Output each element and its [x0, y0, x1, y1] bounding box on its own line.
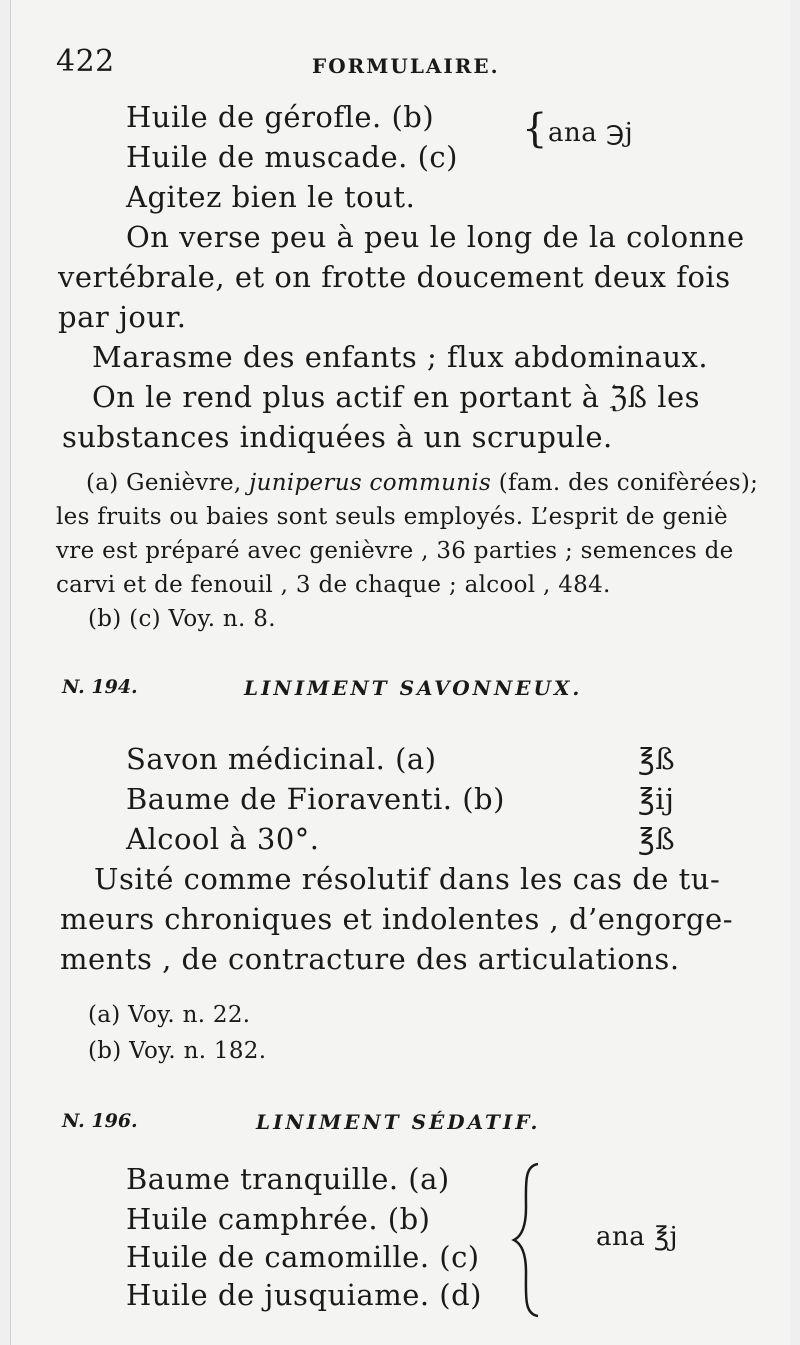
paragraph-line: par jour.: [58, 300, 187, 334]
running-title: FORMULAIRE.: [312, 54, 500, 78]
ingredient-line: Baume de Fioraventi. (b): [126, 782, 505, 816]
section-number: N. 194.: [62, 676, 138, 698]
ingredient-line: Huile de camomille. (c): [126, 1240, 480, 1274]
dose-ana: ana ℈j: [548, 118, 634, 148]
paragraph-line: Agitez bien le tout.: [126, 180, 416, 214]
paragraph-line: Usité comme résolutif dans les cas de tu-: [94, 862, 721, 896]
paragraph-line: substances indiquées à un scrupule.: [62, 420, 613, 454]
ingredient-line: Huile de jusquiame. (d): [126, 1278, 482, 1312]
paragraph-line: On le rend plus actif en portant à ℨß les: [92, 380, 701, 414]
section-title: LINIMENT SÉDATIF.: [256, 1110, 541, 1134]
footnote-line: vre est préparé avec genièvre , 36 parties ; semences de: [56, 538, 734, 564]
ingredient-dose: ℥ß: [638, 742, 676, 776]
paragraph-line: vertébrale, et on frotte doucement deux fois: [58, 260, 731, 294]
footnote-line: (b) Voy. n. 182.: [88, 1038, 267, 1064]
ingredient-line: Huile de gérofle. (b): [126, 100, 435, 134]
section-title: LINIMENT SAVONNEUX.: [244, 676, 583, 700]
footnote-line: (b) (c) Voy. n. 8.: [88, 606, 276, 632]
footnote-text: (fam. des conifèrées);: [498, 470, 759, 496]
paragraph-line: Marasme des enfants ; flux abdominaux.: [92, 340, 709, 374]
footnote-text: (a) Genièvre,: [86, 470, 242, 496]
ingredient-line: Alcool à 30°.: [126, 822, 320, 856]
ingredient-line: Baume tranquille. (a): [126, 1162, 450, 1196]
dose-ana: ana ℥j: [596, 1222, 679, 1252]
footnote-line: (a) Voy. n. 22.: [88, 1002, 251, 1028]
ingredient-line: Huile de muscade. (c): [126, 140, 458, 174]
footnote-line: carvi et de fenouil , 3 de chaque ; alcool , 484.: [56, 572, 611, 598]
footnote-latin-name: juniperus communis: [249, 470, 492, 496]
ingredient-dose: ℥ß: [638, 822, 676, 856]
ingredient-dose: ℥ij: [638, 782, 675, 816]
ingredient-line: Savon médicinal. (a): [126, 742, 437, 776]
footnote-line: les fruits ou baies sont seuls employés. L’esprit de geniè: [56, 504, 728, 530]
footnote-line: [86, 470, 758, 496]
section-number: N. 196.: [62, 1110, 138, 1132]
paragraph-line: meurs chroniques et indolentes , d’engorge-: [60, 902, 734, 936]
paragraph-line: On verse peu à peu le long de la colonne: [126, 220, 745, 254]
brace-symbol: {: [522, 106, 548, 152]
ingredient-line: Huile camphrée. (b): [126, 1202, 431, 1236]
large-brace: [510, 1160, 550, 1320]
page-number: 422: [56, 44, 115, 79]
paragraph-line: ments , de contracture des articulations.: [60, 942, 680, 976]
